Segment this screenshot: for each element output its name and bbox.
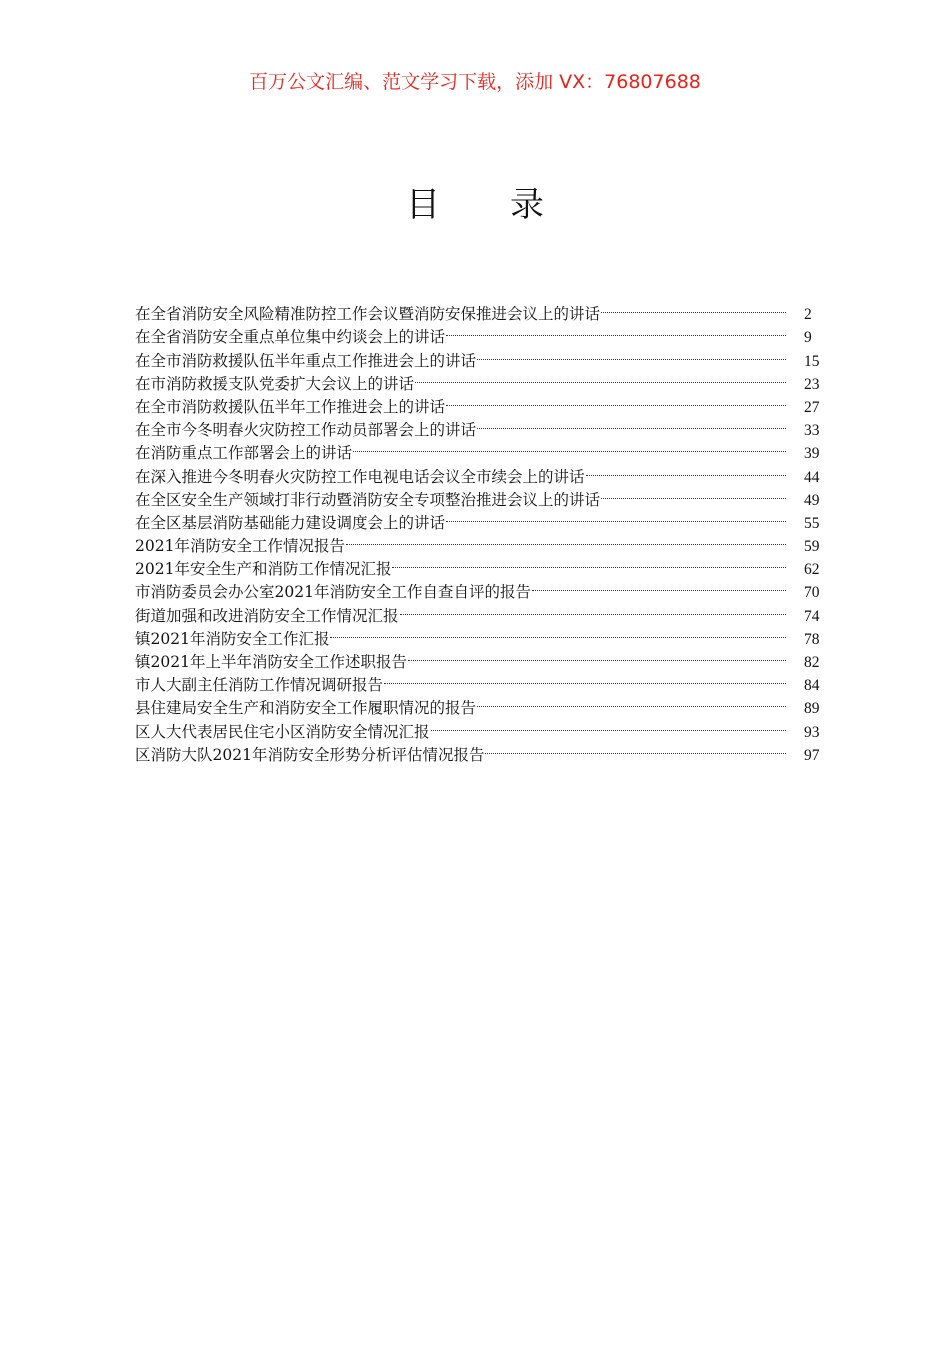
- table-of-contents: [135, 296, 840, 764]
- toc-entry-page-number: 97: [804, 746, 820, 764]
- toc-dot-leader: [601, 482, 786, 505]
- toc-entry-title: 镇2021年消防安全工作汇报: [135, 629, 330, 648]
- toc-dot-leader: [485, 737, 786, 760]
- toc-entry-page-number: 78: [804, 630, 820, 648]
- toc-entry-title: 在消防重点工作部署会上的讲话: [135, 444, 353, 463]
- toc-entry-title: 在市消防救援支队党委扩大会议上的讲话: [135, 374, 415, 393]
- toc-entry-title: 2021年消防安全工作情况报告: [135, 537, 345, 556]
- toc-entry-title: 在全市消防救援队伍半年重点工作推进会上的讲话: [135, 351, 477, 370]
- toc-entry-page-number: 74: [804, 607, 820, 625]
- toc-entry-title: 县住建局安全生产和消防安全工作履职情况的报告: [135, 699, 477, 718]
- toc-dot-leader: [446, 505, 786, 528]
- toc-entry-page-number: 15: [804, 352, 820, 370]
- toc-entry-title: 在深入推进今冬明春火灾防控工作电视电话会议全市续会上的讲话: [135, 467, 585, 486]
- toc-dot-leader: [400, 597, 786, 620]
- toc-entry-title: 区人大代表居民住宅小区消防安全情况汇报: [135, 722, 430, 741]
- toc-entry-title: 在全市消防救援队伍半年工作推进会上的讲话: [135, 397, 446, 416]
- toc-dot-leader: [586, 458, 786, 481]
- toc-dot-leader: [384, 667, 786, 690]
- toc-entry-title: 在全区基层消防基础能力建设调度会上的讲话: [135, 513, 446, 532]
- toc-entry-page-number: 59: [804, 538, 820, 556]
- title-char-2: 录: [510, 185, 544, 225]
- toc-entry-page-number: 9: [804, 329, 812, 347]
- toc-entry-title: 在全省消防安全重点单位集中约谈会上的讲话: [135, 328, 446, 347]
- toc-dot-leader: [477, 342, 786, 365]
- toc-entry-title: 镇2021年上半年消防安全工作述职报告: [135, 653, 407, 671]
- toc-dot-leader: [431, 713, 786, 736]
- toc-entry-page-number: 49: [804, 491, 820, 509]
- toc-entry-page-number: 89: [804, 700, 820, 718]
- watermark-banner: 百万公文汇编、范文学习下载，添加 VX：76807688: [249, 71, 701, 93]
- toc-dot-leader: [446, 389, 786, 412]
- toc-dot-leader: [330, 621, 786, 644]
- toc-entry-title: 在全省消防安全风险精准防控工作会议暨消防安保推进会议上的讲话: [135, 305, 601, 324]
- toc-entry-title: 街道加强和改进消防安全工作情况汇报: [135, 606, 399, 625]
- toc-dot-leader: [353, 435, 786, 458]
- toc-entry[interactable]: [135, 296, 840, 324]
- toc-entry-page-number: 44: [804, 468, 820, 486]
- toc-dot-leader: [346, 528, 786, 551]
- toc-entry-page-number: 33: [804, 422, 820, 440]
- toc-dot-leader: [415, 366, 786, 389]
- title-char-1: 目: [406, 185, 440, 225]
- toc-entry-page-number: 2: [804, 306, 812, 324]
- toc-dot-leader: [601, 296, 786, 319]
- toc-entry-title: 在全市今冬明春火灾防控工作动员部署会上的讲话: [135, 421, 477, 440]
- toc-entry-page-number: 82: [804, 654, 820, 671]
- page-title: [0, 182, 950, 228]
- toc-dot-leader: [477, 690, 786, 713]
- toc-entry-page-number: 62: [804, 561, 820, 579]
- toc-entry-page-number: 27: [804, 398, 820, 416]
- toc-dot-leader: [408, 644, 786, 667]
- toc-entry-page-number: 23: [804, 375, 820, 393]
- toc-entry-title: 在全区安全生产领域打非行动暨消防安全专项整治推进会议上的讲话: [135, 490, 601, 509]
- toc-entry-page-number: 84: [804, 677, 820, 695]
- toc-entry-title: 2021年安全生产和消防工作情况汇报: [135, 560, 392, 579]
- toc-entry-title: 市消防委员会办公室2021年消防安全工作自查自评的报告: [135, 583, 531, 602]
- toc-entry-title: 市人大副主任消防工作情况调研报告: [135, 676, 384, 695]
- toc-entry-page-number: 93: [804, 723, 820, 741]
- toc-entry-page-number: 55: [804, 514, 820, 532]
- toc-entry-page-number: 70: [804, 584, 820, 602]
- toc-dot-leader: [446, 319, 786, 342]
- toc-entry-page-number: 39: [804, 445, 820, 463]
- toc-dot-leader: [477, 412, 786, 435]
- toc-dot-leader: [532, 574, 786, 597]
- toc-dot-leader: [392, 551, 786, 574]
- toc-entry-title: 区消防大队2021年消防安全形势分析评估情况报告: [135, 745, 485, 764]
